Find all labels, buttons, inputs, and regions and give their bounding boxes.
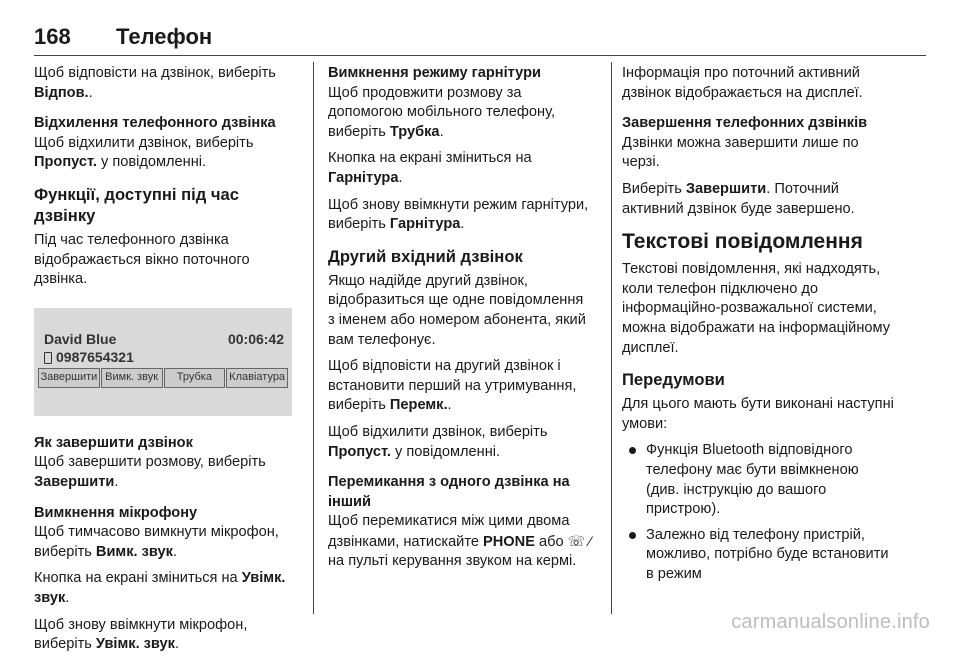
paragraph: Щоб продовжити розмову за допомогою мобільного телефону, виберіть Трубка.	[328, 84, 555, 140]
phone-voice-icon: ☏ ⁄	[567, 532, 592, 549]
paragraph: Щоб знову ввімкнути мікрофон, виберіть Увімк. звук.	[34, 616, 248, 653]
column-1	[34, 64, 298, 662]
paragraph: Дзвінки можна завершити лише по черзі.	[622, 134, 859, 171]
paragraph: Щоб тимчасово вимкнути мікрофон, виберіть Вимк. звук.	[34, 524, 279, 560]
paragraph: Щоб відхилити дзвінок, виберіть Пропуст. у повідомленні.	[328, 423, 548, 460]
prerequisite-list	[622, 441, 894, 584]
list-item: Функція Bluetooth відповідного телефону має бути ввімкненою (див. інструкцію до вашого пристрою).	[622, 441, 894, 519]
paragraph: Щоб завершити розмову, виберіть Завершити.	[34, 454, 266, 490]
heading-text-messages: Текстові повідомлення	[622, 230, 863, 254]
heading-headset-off: Вимкнення режиму гарнітури	[328, 65, 541, 81]
column-2	[328, 64, 592, 579]
watermark: carmanualsonline.info	[731, 611, 930, 633]
keypad-button[interactable]: Клавіатура	[226, 368, 288, 388]
page-title: Телефон	[116, 24, 213, 49]
paragraph: Якщо надійде другий дзвінок, відобразиться ще одне повідомлення з іменем або номером абонента, який вам телефонує.	[328, 272, 586, 348]
handset-button[interactable]: Трубка	[164, 368, 226, 388]
page-header	[34, 24, 212, 54]
mute-button[interactable]: Вимк. звук	[101, 368, 163, 388]
heading-end-calls: Завершення телефонних дзвінків	[622, 115, 868, 132]
list-item: Залежно від телефону пристрій, можливо, потрібно буде встановити в режим	[622, 526, 894, 585]
heading-second-call: Другий вхідний дзвінок	[328, 246, 523, 266]
paragraph: Інформація про поточний активний дзвінок відображається на дисплеї.	[622, 65, 863, 101]
column-divider-1	[313, 62, 314, 614]
paragraph: Щоб відповісти на другий дзвінок і встановити перший на утримування, виберіть Перемк..	[328, 358, 577, 414]
paragraph: Кнопка на екрані зміниться на Гарнітура.	[328, 150, 532, 186]
mobile-phone-icon	[44, 352, 52, 364]
caller-number: 0987654321	[56, 348, 134, 365]
call-screen-image	[34, 308, 292, 416]
heading-prerequisites: Передумови	[622, 370, 725, 390]
column-divider-2	[611, 62, 612, 614]
paragraph: Щоб перемикатися між цими двома дзвінками, натискайте PHONE або ☏ ⁄ на пульті керування звуком на кермі.	[328, 513, 592, 570]
column-3	[622, 64, 894, 590]
paragraph: Щоб знову ввімкнути режим гарнітури, виберіть Гарнітура.	[328, 196, 589, 233]
paragraph: Щоб відповісти на дзвінок, виберіть Відпов..	[34, 65, 276, 101]
paragraph: Кнопка на екрані зміниться на Увімк. звук.	[34, 570, 286, 606]
paragraph: Під час телефонного дзвінка відображається вікно поточного дзвінка.	[34, 231, 250, 288]
heading-reject-call: Відхилення телефонного дзвінка	[34, 115, 276, 132]
call-timer: 00:06:42	[227, 330, 284, 347]
page-number: 168	[34, 24, 71, 49]
caller-name: David Blue	[44, 330, 117, 347]
paragraph: Щоб відхилити дзвінок, виберіть Пропуст. у повідомленні.	[34, 134, 254, 171]
heading-switch-calls: Перемикання з одного дзвінка на інший	[328, 474, 570, 510]
heading-call-functions: Функції, доступні під час дзвінку	[34, 184, 239, 225]
heading-mute: Вимкнення мікрофону	[34, 504, 198, 521]
paragraph: Для цього мають бути виконані наступні умови:	[622, 396, 894, 432]
header-rule	[34, 55, 926, 56]
heading-end-call: Як завершити дзвінок	[34, 434, 193, 451]
paragraph: Виберіть Завершити. Поточний активний дзвінок буде завершено.	[622, 180, 855, 217]
end-call-button[interactable]: Завершити	[38, 368, 100, 388]
paragraph: Текстові повідомлення, які надходять, коли телефон підключено до інформаційно-розважальної системи, можна відображати на інформаційному дисплеї.	[622, 261, 890, 356]
